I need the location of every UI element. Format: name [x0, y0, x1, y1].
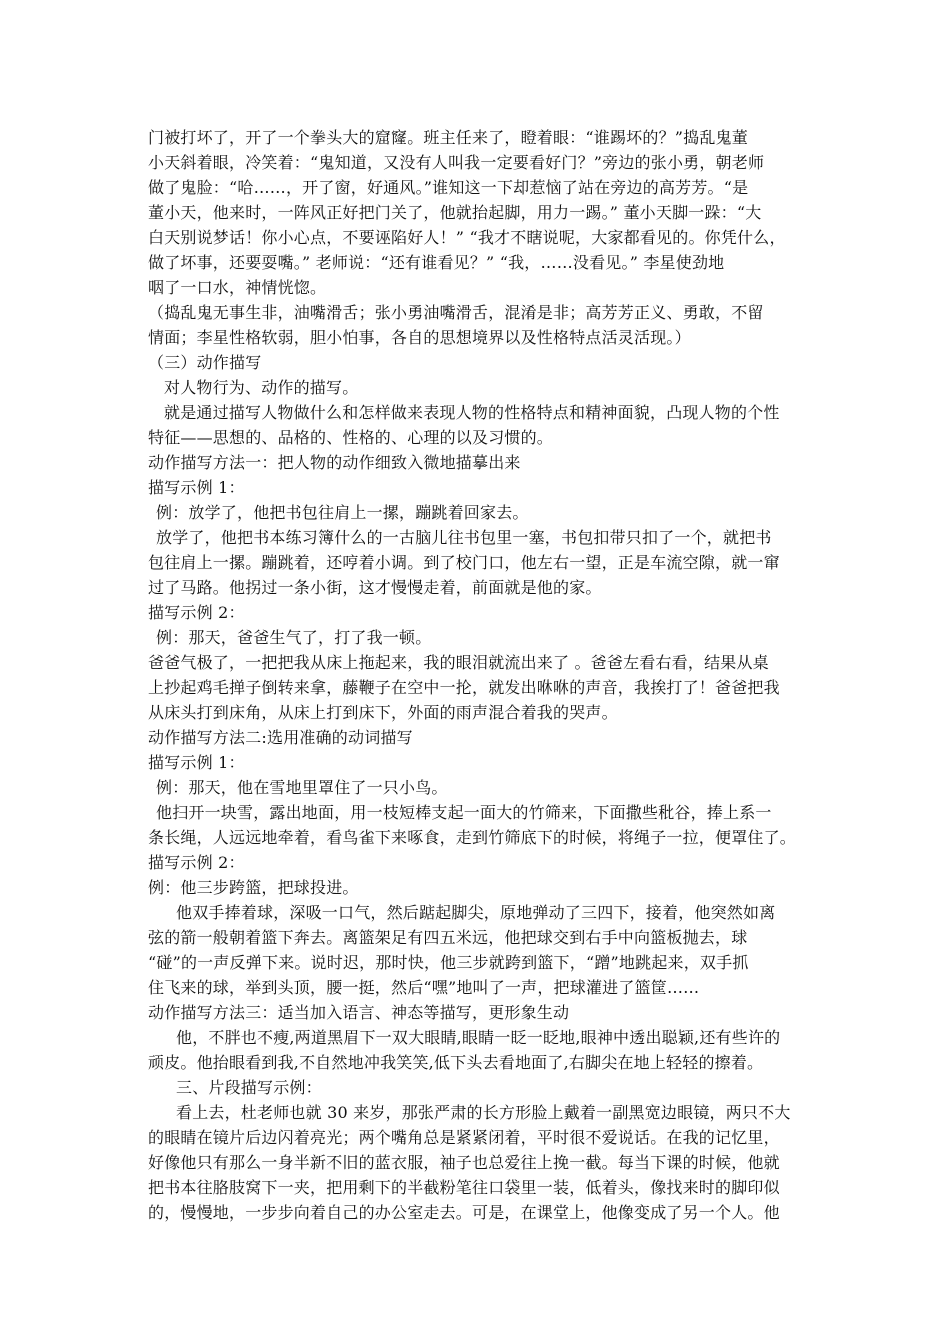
text-line: 董小天，他来时，一阵风正好把门关了，他就抬起脚，用力一踢。” 董小天脚一跺：“大: [148, 203, 762, 222]
method-heading: 动作描写方法三：适当加入语言、神态等描写，更形象生动: [148, 1003, 570, 1022]
text-line: 小天斜着眼，冷笑着：“鬼知道，又没有人叫我一定要看好门？”旁边的张小勇，朝老师: [148, 153, 765, 172]
example-heading: 描写示例 2：: [148, 853, 245, 872]
text-line: 的眼睛在镜片后边闪着亮光；两个嘴角总是紧紧闭着，平时很不爱说话。在我的记忆里，: [148, 1128, 780, 1147]
text-line: 上抄起鸡毛掸子倒转来拿，藤鞭子在空中一抡，就发出咻咻的声音，我挨打了！爸爸把我: [148, 678, 780, 697]
text-line: 对人物行为、动作的描写。: [164, 378, 359, 397]
text-line: 好像他只有那么一身半新不旧的蓝衣服，袖子也总爱往上挽一截。每当下课的时候，他就: [148, 1153, 780, 1172]
text-line: 把书本往胳肢窝下一夹，把用剩下的半截粉笔往口袋里一装，低着头，像找来时的脚印似: [148, 1178, 780, 1197]
text-line: 顽皮。他抬眼看到我,不自然地冲我笑笑,低下头去看地面了,右脚尖在地上轻轻的擦着。: [148, 1053, 764, 1072]
text-line: 咽了一口水，神情恍惚。: [148, 278, 327, 297]
section-heading: 三、片段描写示例：: [176, 1078, 322, 1097]
text-line: 情面；李星性格软弱，胆小怕事，各自的思想境界以及性格特点活灵活现。）: [148, 328, 691, 347]
text-line: 爸爸气极了，一把把我从床上拖起来，我的眼泪就流出来了 。爸爸左看右看，结果从桌: [148, 653, 769, 672]
text-line: 他双手捧着球，深吸一口气，然后踮起脚尖，原地弹动了三四下，接着，他突然如离: [176, 903, 776, 922]
text-line: 包往肩上一摞。蹦跳着，还哼着小调。到了校门口，他左右一望，正是车流空隙，就一窜: [148, 553, 780, 572]
text-line: 过了马路。他拐过一条小街，这才慢慢走着，前面就是他的家。: [148, 578, 602, 597]
text-line: 就是通过描写人物做什么和怎样做来表现人物的性格特点和精神面貌，凸现人物的个性: [164, 403, 780, 422]
text-line: 门被打坏了，开了一个拳头大的窟窿。班主任来了，瞪着眼：“谁踢坏的？”捣乱鬼董: [148, 128, 748, 147]
text-line: 看上去，杜老师也就 30 来岁，那张严肃的长方形脸上戴着一副黑宽边眼镜，两只不大: [176, 1103, 791, 1122]
text-line: 例：放学了，他把书包往肩上一摞，蹦跳着回家去。: [156, 503, 529, 522]
section-heading: （三）动作描写: [148, 353, 262, 372]
example-heading: 描写示例 1：: [148, 753, 245, 772]
text-line: 弦的箭一般朝着篮下奔去。离篮架足有四五米远，他把球交到右手中向篮板抛去，球: [148, 928, 748, 947]
text-line: 的，慢慢地，一步步向着自己的办公室走去。可是，在课堂上，他像变成了另一个人。他: [148, 1203, 780, 1222]
method-heading: 动作描写方法一：把人物的动作细致入微地描摹出来: [148, 453, 521, 472]
text-line: 条长绳，人远远地牵着，看鸟雀下来啄食，走到竹筛底下的时候，将绳子一拉，便罩住了。: [148, 828, 797, 847]
text-line: 住飞来的球，举到头顶，腰一挺，然后“嘿”地叫了一声，把球灌进了篮筐……: [148, 978, 700, 997]
method-heading: 动作描写方法二:选用准确的动词描写: [148, 728, 413, 747]
text-line: 白天别说梦话！你小心点，不要诬陷好人！” “我才不瞎说呢，大家都看见的。你凭什么，: [148, 228, 786, 247]
example-heading: 描写示例 1：: [148, 478, 245, 497]
text-line: 从床头打到床角，从床上打到床下，外面的雨声混合着我的哭声。: [148, 703, 618, 722]
text-line: 做了坏事，还要耍嘴。” 老师说：“还有谁看见？” “我，……没看见。” 李星使劲地: [148, 253, 725, 272]
text-line: 例：那天，他在雪地里罩住了一只小鸟。: [156, 778, 448, 797]
text-line: 放学了，他把书本练习簿什么的一古脑儿往书包里一塞，书包扣带只扣了一个，就把书: [156, 528, 772, 547]
text-line: （捣乱鬼无事生非，油嘴滑舌；张小勇油嘴滑舌，混淆是非；高芳芳正义、勇敢，不留: [148, 303, 764, 322]
example-heading: 描写示例 2：: [148, 603, 245, 622]
text-line: 他扫开一块雪，露出地面，用一枝短棒支起一面大的竹筛来，下面撒些秕谷，捧上系一: [156, 803, 772, 822]
text-line: “碰”的一声反弹下来。说时迟，那时快，他三步就跨到篮下，“蹭”地跳起来，双手抓: [148, 953, 749, 972]
text-line: 例：他三步跨篮，把球投进。: [148, 878, 359, 897]
text-line: 他，不胖也不瘦,两道黑眉下一双大眼睛,眼睛一眨一眨地,眼神中透出聪颖,还有些许的: [176, 1028, 781, 1047]
text-line: 做了鬼脸：“哈……，开了窗，好通风。”谁知这一下却惹恼了站在旁边的高芳芳。“是: [148, 178, 749, 197]
text-line: 例：那天，爸爸生气了，打了我一顿。: [156, 628, 432, 647]
text-line: 特征——思想的、品格的、性格的、心理的以及习惯的。: [148, 428, 554, 447]
